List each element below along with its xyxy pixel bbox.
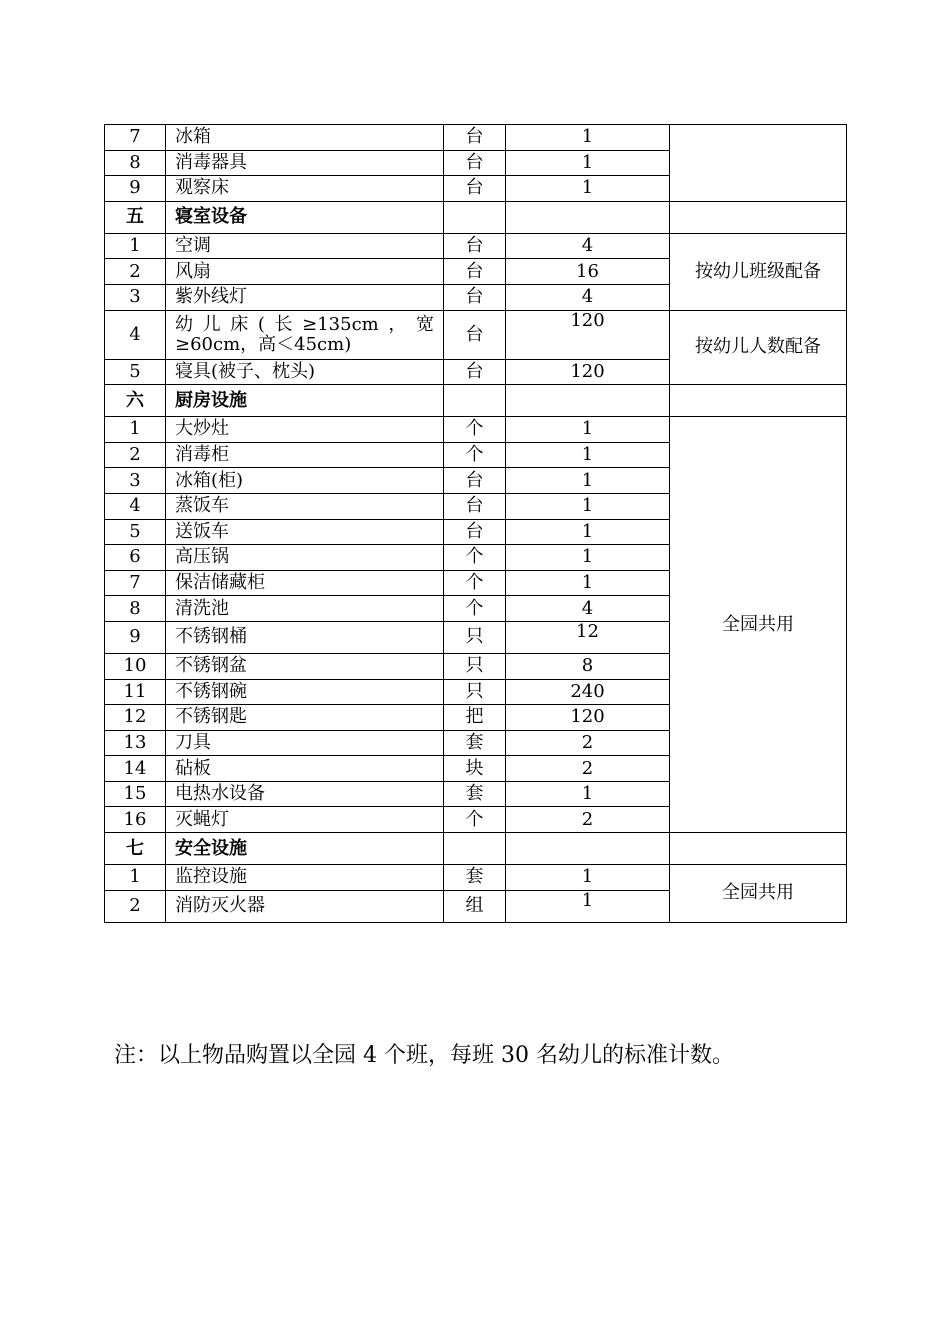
item-unit: 个 xyxy=(444,545,506,571)
item-unit: 台 xyxy=(444,359,506,385)
item-quantity: 1 xyxy=(506,125,670,151)
item-name: 不锈钢盆 xyxy=(166,653,444,679)
item-name: 灭蝇灯 xyxy=(166,807,444,833)
item-quantity: 120 xyxy=(506,310,670,359)
item-quantity: 1 xyxy=(506,493,670,519)
item-unit: 台 xyxy=(444,284,506,310)
item-unit: 只 xyxy=(444,653,506,679)
empty-cell xyxy=(670,833,847,865)
item-name: 紫外线灯 xyxy=(166,284,444,310)
item-quantity: 120 xyxy=(506,705,670,731)
item-name: 观察床 xyxy=(166,176,444,202)
item-note: 全园共用 xyxy=(670,865,847,923)
row-number: 7 xyxy=(105,570,166,596)
item-quantity: 1 xyxy=(506,442,670,468)
item-name: 幼儿床(长≥135cm，宽≥60cm，高＜45cm) xyxy=(166,310,444,359)
row-number: 4 xyxy=(105,493,166,519)
equipment-table xyxy=(104,124,847,923)
item-name: 送饭车 xyxy=(166,519,444,545)
item-quantity: 1 xyxy=(506,781,670,807)
item-quantity: 1 xyxy=(506,150,670,176)
item-name: 电热水设备 xyxy=(166,781,444,807)
empty-cell xyxy=(506,833,670,865)
item-name: 砧板 xyxy=(166,756,444,782)
item-quantity: 1 xyxy=(506,890,670,922)
item-quantity: 1 xyxy=(506,417,670,443)
item-name: 冰箱(柜) xyxy=(166,468,444,494)
item-name: 刀具 xyxy=(166,730,444,756)
empty-cell xyxy=(670,385,847,417)
item-unit: 块 xyxy=(444,756,506,782)
item-unit: 台 xyxy=(444,519,506,545)
item-name: 消毒柜 xyxy=(166,442,444,468)
item-name: 大炒灶 xyxy=(166,417,444,443)
item-unit: 个 xyxy=(444,807,506,833)
item-name: 不锈钢匙 xyxy=(166,705,444,731)
section-title: 寝室设备 xyxy=(166,201,444,233)
row-number: 5 xyxy=(105,519,166,545)
row-number: 6 xyxy=(105,545,166,571)
row-number: 2 xyxy=(105,442,166,468)
row-number: 11 xyxy=(105,679,166,705)
empty-cell xyxy=(444,201,506,233)
section-header-row xyxy=(105,833,847,865)
item-unit: 台 xyxy=(444,310,506,359)
item-unit: 台 xyxy=(444,233,506,259)
item-unit: 台 xyxy=(444,125,506,151)
row-number: 8 xyxy=(105,596,166,622)
item-name: 消毒器具 xyxy=(166,150,444,176)
item-quantity: 1 xyxy=(506,519,670,545)
item-name: 高压锅 xyxy=(166,545,444,571)
item-unit: 组 xyxy=(444,890,506,922)
item-quantity: 2 xyxy=(506,756,670,782)
item-quantity: 2 xyxy=(506,807,670,833)
section-title: 厨房设施 xyxy=(166,385,444,417)
table-row xyxy=(105,417,847,443)
empty-cell xyxy=(444,833,506,865)
row-number: 5 xyxy=(105,359,166,385)
item-quantity: 1 xyxy=(506,176,670,202)
item-quantity: 240 xyxy=(506,679,670,705)
item-unit: 套 xyxy=(444,781,506,807)
table-row xyxy=(105,125,847,151)
item-unit: 个 xyxy=(444,596,506,622)
table-row xyxy=(105,233,847,259)
row-number: 1 xyxy=(105,233,166,259)
item-quantity: 4 xyxy=(506,596,670,622)
item-name: 消防灭火器 xyxy=(166,890,444,922)
item-name: 蒸饭车 xyxy=(166,493,444,519)
item-name: 监控设施 xyxy=(166,865,444,891)
empty-cell xyxy=(506,385,670,417)
item-quantity: 1 xyxy=(506,468,670,494)
table-row xyxy=(105,310,847,359)
item-unit: 套 xyxy=(444,865,506,891)
item-unit: 个 xyxy=(444,570,506,596)
row-number: 12 xyxy=(105,705,166,731)
row-number: 3 xyxy=(105,468,166,494)
row-number: 8 xyxy=(105,150,166,176)
section-header-row xyxy=(105,385,847,417)
item-quantity: 1 xyxy=(506,545,670,571)
item-quantity: 120 xyxy=(506,359,670,385)
item-note: 按幼儿人数配备 xyxy=(670,310,847,385)
row-number: 4 xyxy=(105,310,166,359)
item-unit: 套 xyxy=(444,730,506,756)
row-number: 9 xyxy=(105,621,166,653)
row-number: 15 xyxy=(105,781,166,807)
row-number: 7 xyxy=(105,125,166,151)
item-name: 空调 xyxy=(166,233,444,259)
table-row xyxy=(105,865,847,891)
item-quantity: 16 xyxy=(506,259,670,285)
item-unit: 台 xyxy=(444,150,506,176)
item-note-empty xyxy=(670,125,847,202)
item-unit: 个 xyxy=(444,442,506,468)
item-quantity: 1 xyxy=(506,570,670,596)
row-number: 14 xyxy=(105,756,166,782)
item-unit: 台 xyxy=(444,259,506,285)
item-quantity: 4 xyxy=(506,233,670,259)
empty-cell xyxy=(444,385,506,417)
item-note: 按幼儿班级配备 xyxy=(670,233,847,310)
section-number: 五 xyxy=(105,201,166,233)
item-name: 清洗池 xyxy=(166,596,444,622)
row-number: 2 xyxy=(105,259,166,285)
row-number: 16 xyxy=(105,807,166,833)
item-name: 不锈钢桶 xyxy=(166,621,444,653)
item-name: 风扇 xyxy=(166,259,444,285)
item-quantity: 2 xyxy=(506,730,670,756)
empty-cell xyxy=(670,201,847,233)
empty-cell xyxy=(506,201,670,233)
item-unit: 只 xyxy=(444,679,506,705)
item-unit: 台 xyxy=(444,468,506,494)
row-number: 1 xyxy=(105,417,166,443)
item-quantity: 4 xyxy=(506,284,670,310)
item-name: 保洁储藏柜 xyxy=(166,570,444,596)
item-unit: 只 xyxy=(444,621,506,653)
section-number: 七 xyxy=(105,833,166,865)
row-number: 9 xyxy=(105,176,166,202)
item-note: 全园共用 xyxy=(670,417,847,833)
footnote: 注：以上物品购置以全园 4 个班，每班 30 名幼儿的标准计数。 xyxy=(114,1043,734,1068)
row-number: 2 xyxy=(105,890,166,922)
row-number: 13 xyxy=(105,730,166,756)
item-unit: 台 xyxy=(444,176,506,202)
row-number: 10 xyxy=(105,653,166,679)
item-name: 冰箱 xyxy=(166,125,444,151)
item-name: 寝具(被子、枕头) xyxy=(166,359,444,385)
item-unit: 把 xyxy=(444,705,506,731)
item-unit: 个 xyxy=(444,417,506,443)
section-title: 安全设施 xyxy=(166,833,444,865)
item-unit: 台 xyxy=(444,493,506,519)
item-name: 不锈钢碗 xyxy=(166,679,444,705)
row-number: 3 xyxy=(105,284,166,310)
item-quantity: 1 xyxy=(506,865,670,891)
item-quantity: 8 xyxy=(506,653,670,679)
section-number: 六 xyxy=(105,385,166,417)
item-quantity: 12 xyxy=(506,621,670,653)
section-header-row xyxy=(105,201,847,233)
row-number: 1 xyxy=(105,865,166,891)
